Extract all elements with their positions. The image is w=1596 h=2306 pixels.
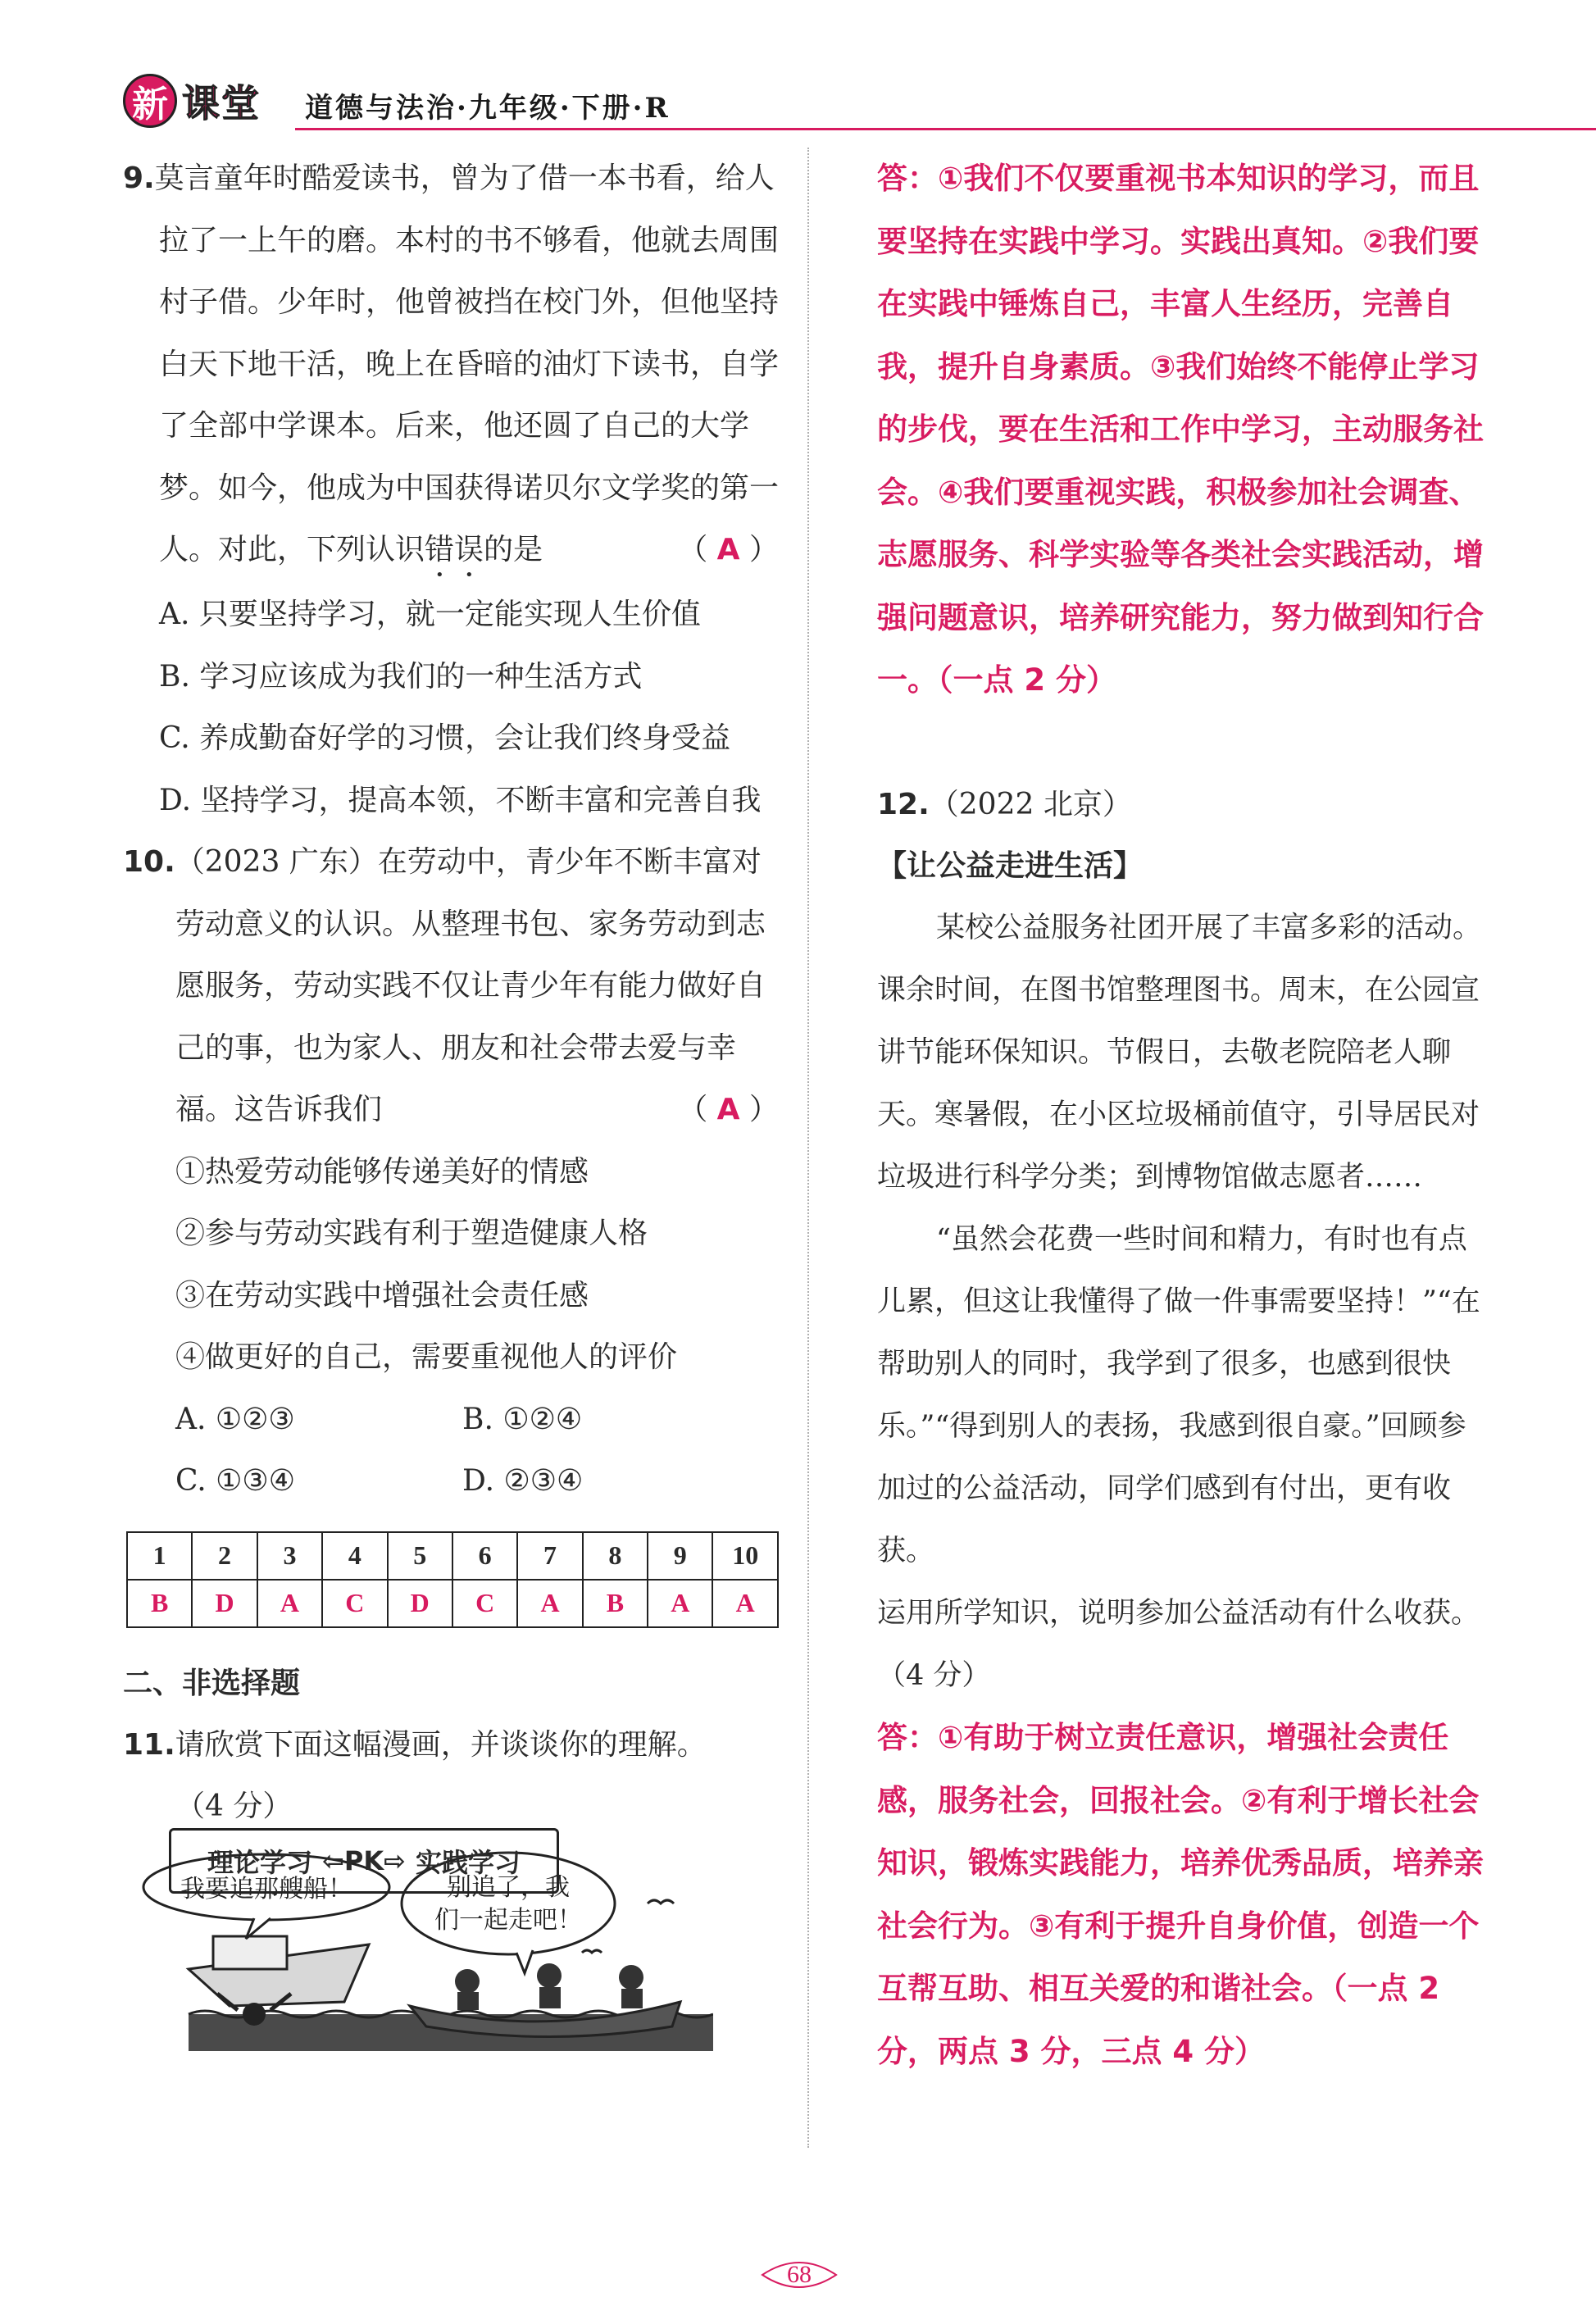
table-cell: 10	[712, 1532, 778, 1580]
table-cell: A	[517, 1580, 582, 1627]
left-column	[123, 148, 779, 2059]
swimmer-head	[243, 2003, 266, 2026]
table-cell: A	[648, 1580, 712, 1627]
table-row-answers	[127, 1580, 778, 1627]
question-9	[123, 148, 779, 831]
bubble-right-text: 们一起走吧！	[434, 1905, 582, 1935]
rower-body	[621, 1989, 643, 2008]
logo-badge: 新	[123, 74, 177, 128]
bubble-left-text: 我要追那艘船！	[180, 1874, 352, 1903]
material-paragraph-2: “虽然会花费一些时间和精力，有时也有点儿累，但这让我懂得了做一件事需要坚持！”“在帮助别人的同时，我学到了很多，也感到很快乐。”“得到别人的表扬，我感到很自豪。”回顾参加过的公益活动，同学们感到有付出，更有收获。	[877, 1223, 1480, 1567]
rower-head	[455, 1969, 480, 1994]
rower-head	[537, 1963, 562, 1988]
option-d: D. 坚持学习，提高本领，不断丰富和完善自我	[159, 783, 762, 817]
answer-key-table	[126, 1531, 779, 1628]
column-divider	[807, 148, 809, 2148]
question-11-stem	[123, 1714, 779, 1776]
question-number: 10.	[123, 845, 175, 879]
question-10	[123, 831, 779, 1512]
question-12-header	[877, 774, 1484, 836]
options-row-1	[123, 1389, 779, 1450]
option-b: B. ①②④	[462, 1402, 583, 1436]
rower-body	[539, 1987, 561, 2008]
question-source: （2022 北京）	[929, 787, 1132, 821]
table-cell: C	[452, 1580, 517, 1627]
table-cell: 3	[257, 1532, 322, 1580]
answer-bracket	[678, 1079, 779, 1141]
question-text: 请欣赏下面这幅漫画，并谈谈你的理解。	[175, 1727, 707, 1762]
rower-body	[457, 1992, 479, 2010]
caption-pk: ⇦PK⇨	[322, 1845, 406, 1876]
question-number: 12.	[877, 787, 930, 821]
series-logo	[123, 72, 261, 130]
rower-head	[619, 1965, 643, 1990]
option-b: B. 学习应该成为我们的一种生活方式	[159, 659, 643, 694]
page-number-text: 68	[787, 2261, 812, 2288]
statement-3: ③在劳动实践中增强社会责任感	[175, 1278, 589, 1312]
question-text-end: 的是	[484, 533, 543, 566]
table-cell: 2	[192, 1532, 257, 1580]
right-column	[877, 148, 1484, 2083]
logo-text: 课堂	[182, 81, 261, 125]
bird-icon	[648, 1900, 674, 1903]
page-header	[123, 72, 1484, 130]
caption-right: 实践学习	[415, 1847, 521, 1878]
table-cell: B	[127, 1580, 192, 1627]
material-paragraph-1: 某校公益服务社团开展了丰富多彩的活动。课余时间，在图书馆整理图书。周末，在公园宣讲节能环保知识。节假日，去敬老院陪老人聊天。寒暑假，在小区垃圾桶前值守，引导居民对垃圾进行科学分类；到博物馆做志愿者……	[877, 912, 1482, 1194]
book-title: 道德与法治·九年级·下册·R	[305, 92, 671, 125]
question-12-prompt: 运用所学知识，说明参加公益活动有什么收获。（4 分）	[877, 1597, 1480, 1692]
question-number: 9.	[123, 161, 155, 195]
option-c: C. 养成勤奋好学的习惯，会让我们终身受益	[159, 721, 731, 755]
option-c: C. ①③④	[175, 1463, 295, 1498]
table-cell: 6	[452, 1532, 517, 1580]
table-cell: A	[712, 1580, 778, 1627]
question-10-stem	[123, 831, 779, 1141]
table-cell: D	[192, 1580, 257, 1627]
option-a: A. 只要坚持学习，就一定能实现人生价值	[159, 598, 701, 631]
question-score: （4 分）	[175, 1790, 293, 1823]
page-number	[738, 2254, 861, 2295]
table-cell: A	[257, 1580, 322, 1627]
table-cell: 9	[648, 1532, 712, 1580]
bird-icon	[582, 1950, 602, 1953]
table-cell: 4	[322, 1532, 387, 1580]
answer-bracket	[678, 519, 779, 581]
paren-close: ）	[748, 533, 779, 566]
table-cell: 1	[127, 1532, 192, 1580]
table-cell: 7	[517, 1532, 582, 1580]
options-row-2	[123, 1450, 779, 1512]
question-12-answer: 答：①有助于树立责任意识，增强社会责任感，服务社会，回报社会。②有利于增长社会知识，锻炼实践能力，培养优秀品质，培养亲社会行为。③有利于提升自身价值，创造一个互帮互助、相互关爱的和谐社会。（一点 2 分，两点 3 分，三点 4 分）	[877, 1720, 1484, 2069]
bubble-right-text: 别追了，我	[447, 1872, 570, 1902]
question-9-stem	[123, 148, 779, 584]
speech-tail	[516, 1950, 533, 1973]
table-cell: D	[388, 1580, 452, 1627]
option-d: D. ②③④	[462, 1463, 584, 1498]
paren-open: （	[678, 533, 708, 566]
question-number: 11.	[123, 1727, 175, 1762]
statement-1: ①热爱劳动能够传递美好的情感	[175, 1154, 589, 1189]
material-title: 【让公益走进生活】	[877, 849, 1144, 883]
table-row-numbers	[127, 1532, 778, 1580]
section-heading: 二、非选择题	[123, 1666, 301, 1700]
statement-2: ②参与劳动实践有利于塑造健康人格	[175, 1217, 648, 1250]
table-cell: 8	[583, 1532, 648, 1580]
question-text: （2023 广东）在劳动中，青少年不断丰富对劳动意义的认识。从整理书包、家务劳动到志愿服务，劳动实践不仅让青少年有能力做好自己的事，也为家人、朋友和社会带去爱与幸福。这告诉我们	[175, 845, 766, 1126]
option-a: A. ①②③	[175, 1402, 295, 1436]
paren-open: （	[678, 1093, 708, 1126]
cartoon-caption	[169, 1828, 559, 1894]
answer-letter: A	[716, 1093, 740, 1126]
answer-letter: A	[716, 533, 740, 566]
paren-close: ）	[748, 1093, 779, 1126]
table-cell: B	[583, 1580, 648, 1627]
question-text: 莫言童年时酷爱读书，曾为了借一本书看，给人拉了一上午的磨。本村的书不够看，他就去周围村子借。少年时，他曾被挡在校门外，但他坚持白天下地干活，晚上在昏暗的油灯下读书，自学了全部中学课本。后来，他还圆了自己的大学梦。如今，他成为中国获得诺贝尔文学奖的第一人。对此，下列认识	[154, 161, 780, 566]
question-12	[877, 774, 1484, 2084]
question-11-answer: 答：①我们不仅要重视书本知识的学习，而且要坚持在实践中学习。实践出真知。②我们要在实践中锤炼自己，丰富人生经历，完善自我，提升自身素质。③我们始终不能停止学习的步伐，要在生活和工作中学习，主动服务社会。④我们要重视实践，积极参加社会调查、志愿服务、科学实验等各类社会实践活动，增强问题意识，培养研究能力，努力做到知行合一。（一点 2 分）	[877, 161, 1484, 698]
ship-cabin	[213, 1936, 287, 1969]
emphasis-text: 错误	[425, 533, 484, 566]
table-cell: C	[322, 1580, 387, 1627]
caption-left: 理论学习	[207, 1847, 313, 1878]
header-divider	[295, 128, 1596, 130]
table-cell: 5	[388, 1532, 452, 1580]
statement-4: ④做更好的自己，需要重视他人的评价	[175, 1340, 678, 1374]
